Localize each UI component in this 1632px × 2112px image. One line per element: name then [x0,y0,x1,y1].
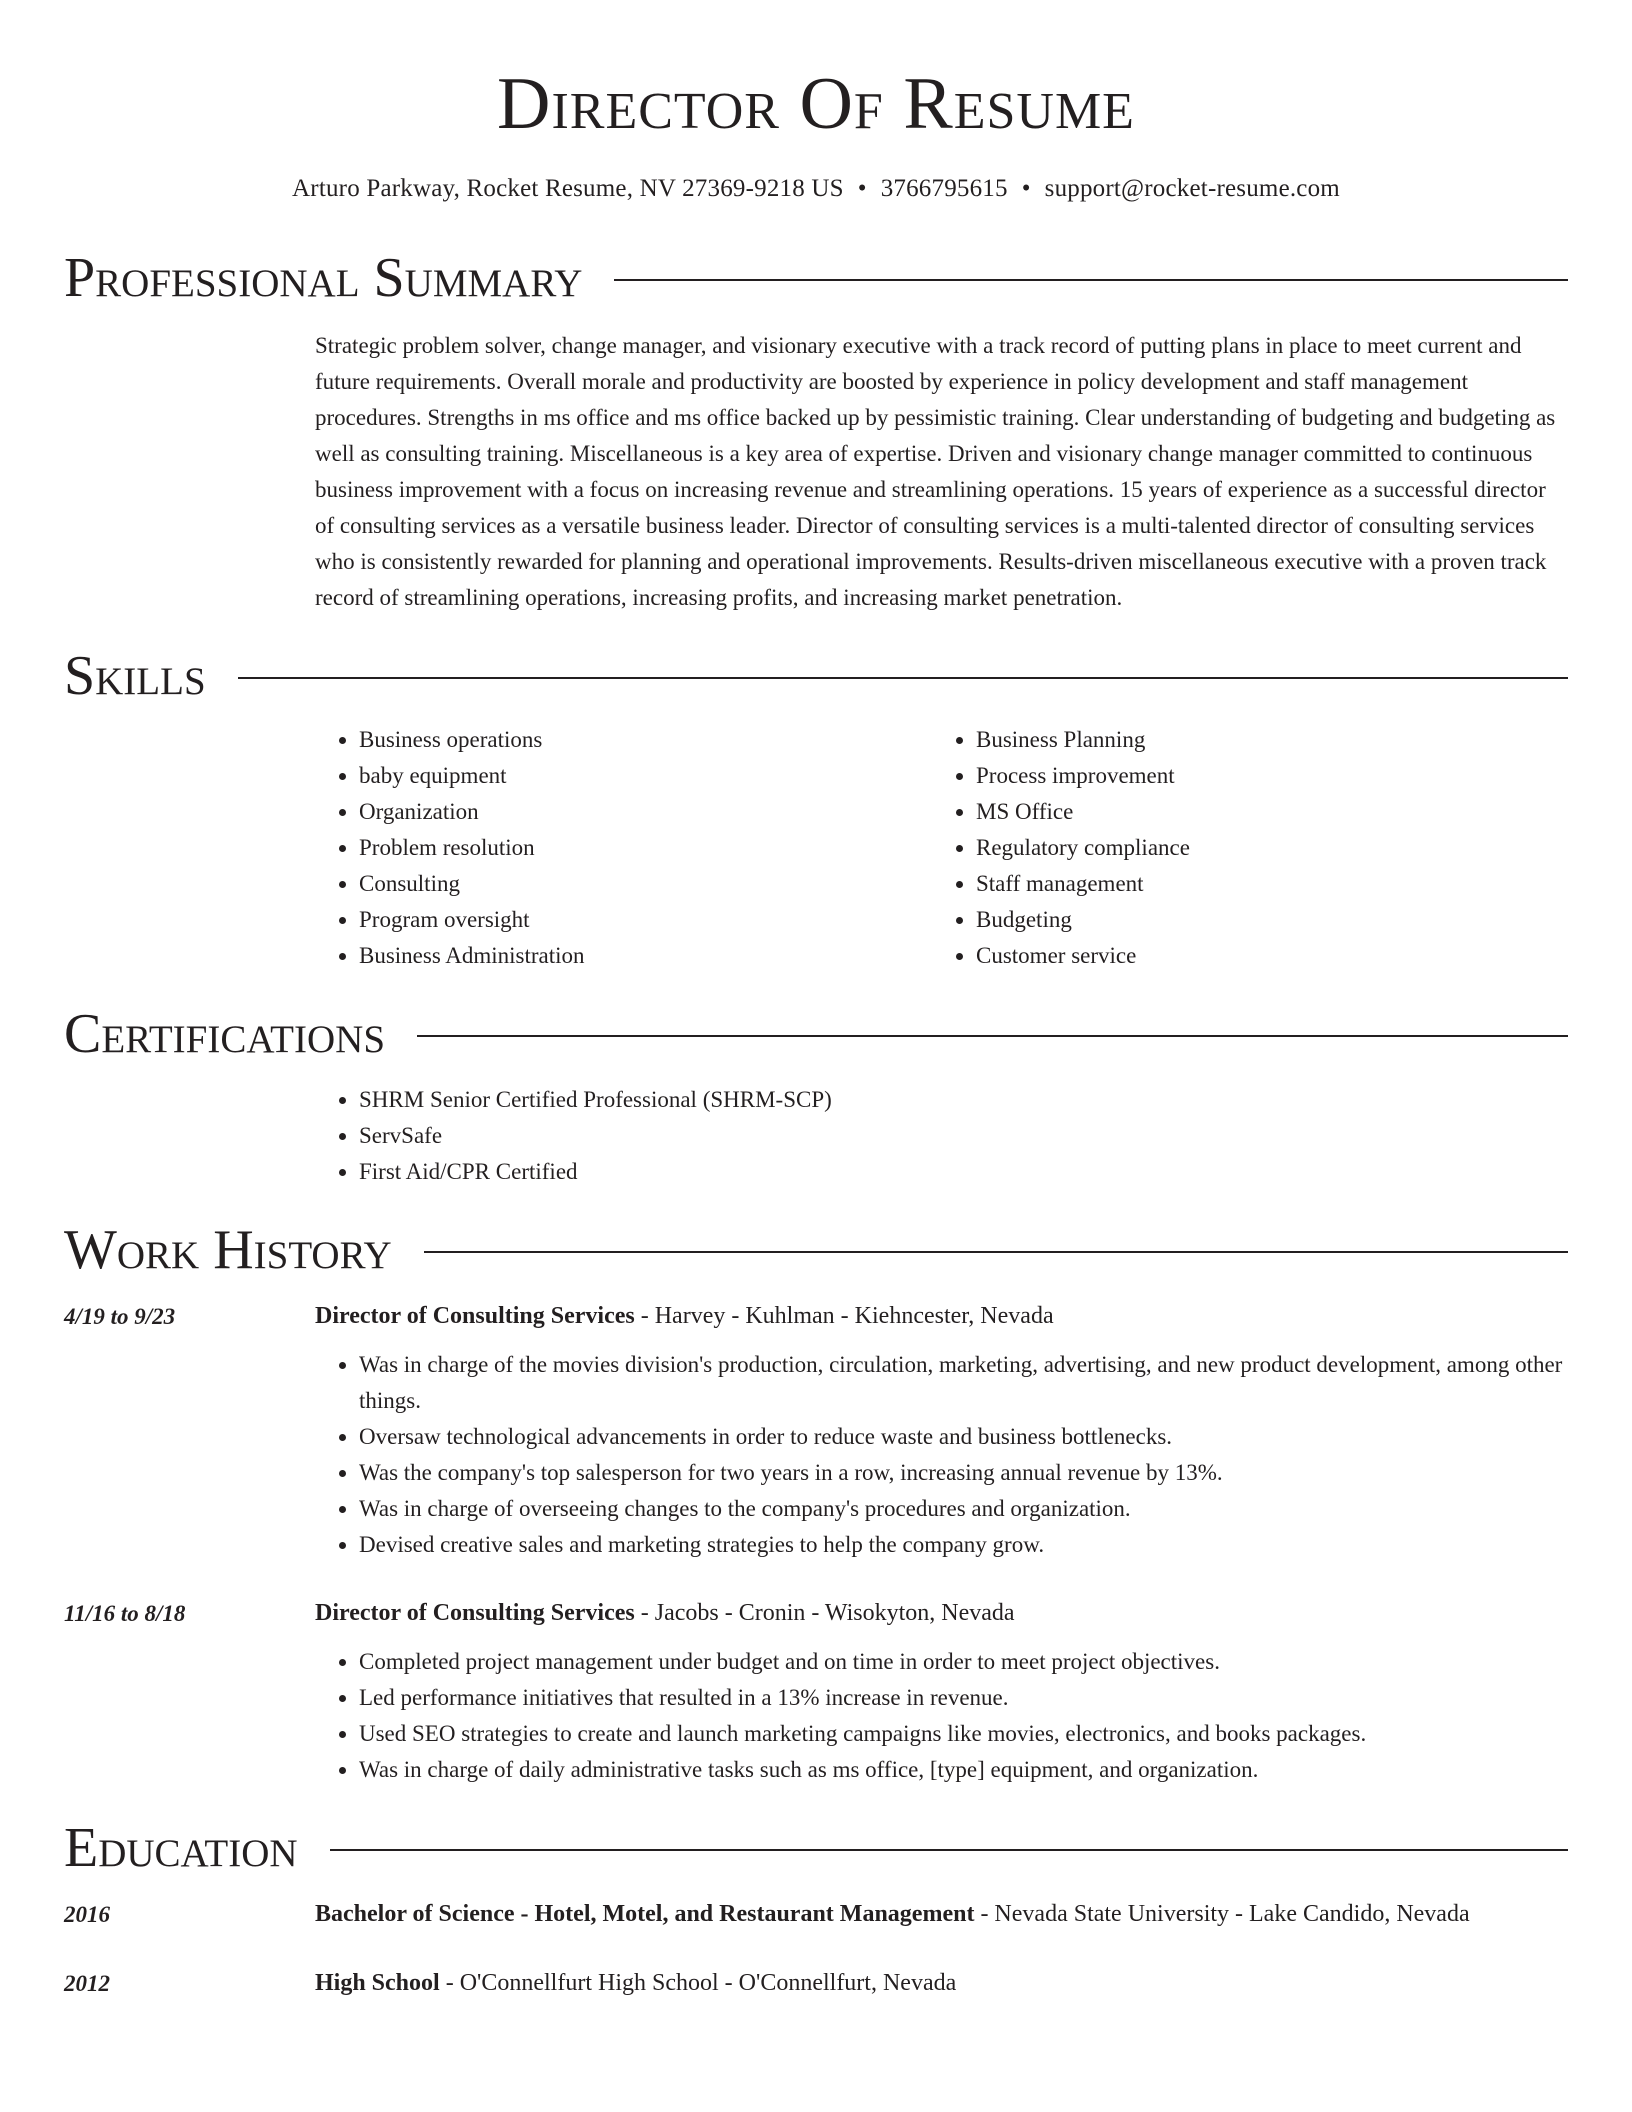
skill-item: • Budgeting [976,902,1549,938]
job-dates: 4/19 to 9/23 [64,1304,176,1329]
certifications-section [315,1082,1568,1190]
skills-section-header [64,645,1568,707]
contact-separator: • [1021,175,1031,202]
job-bullet: • Used SEO strategies to create and launch marketing campaigns like movies, electronics, and books packages. [359,1716,1568,1752]
job-body [315,1595,1568,1788]
job-bullet: • Devised creative sales and marketing strategies to help the company grow. [359,1527,1568,1563]
job-bullet: • Led performance initiatives that resulted in a 13% increase in revenue. [359,1680,1568,1716]
skills-column-left [315,722,932,974]
skill-item: • Business operations [359,722,932,758]
skill-item: • Problem resolution [359,830,932,866]
summary-heading: Professional Summary [64,247,583,309]
job-bullet: • Oversaw technological advancements in order to reduce waste and business bottlenecks. [359,1419,1568,1455]
contact-separator: • [857,175,867,202]
contact-phone: 3766795615 [880,175,1008,202]
skill-item: • Process improvement [976,758,1549,794]
job-title: Director of Consulting Services [315,1600,635,1626]
job-bullet: • Was in charge of the movies division's production, circulation, marketing, advertising, and new product development, among other things. [359,1347,1568,1419]
job-bullet: • Was in charge of overseeing changes to the company's procedures and organization. [359,1491,1568,1527]
skill-item: • Program oversight [359,902,932,938]
education-entry [64,1896,1568,1933]
job-bullet: • Was the company's top salesperson for two years in a row, increasing annual revenue by 13%. [359,1455,1568,1491]
skill-item: • Business Planning [976,722,1549,758]
summary-section-header [64,247,1568,309]
work-heading: Work History [64,1219,392,1281]
section-rule [614,279,1568,281]
skill-item: • Business Administration [359,938,932,974]
education-school-location: - O'Connellfurt High School - O'Connellfurt, Nevada [439,1970,957,1996]
certifications-heading: Certifications [64,1003,386,1065]
education-body [315,1896,1568,1933]
education-heading: Education [64,1817,298,1879]
certification-item: • ServSafe [359,1118,1568,1154]
education-degree: Bachelor of Science - Hotel, Motel, and Restaurant Management [315,1901,975,1927]
skills-column-right [932,722,1549,974]
contact-address: Arturo Parkway, Rocket Resume, NV 27369-9218 US [292,175,844,202]
education-entry [64,1965,1568,2002]
contact-line [64,174,1568,204]
job-title: Director of Consulting Services [315,1303,635,1329]
certification-item: • First Aid/CPR Certified [359,1154,1568,1190]
work-section-header [64,1219,1568,1281]
summary-text: Strategic problem solver, change manager, and visionary executive with a track record of putting plans in place to meet current and future requirements. Overall morale and productivity are boosted by experience in policy development and staff management procedures. Strengths in ms office and ms office backed up by pessimistic training. Clear understanding of budgeting and budgeting as well as consulting training. Miscellaneous is a key area of expertise. Driven and visionary change manager committed to continuous business improvement with a focus on increasing revenue and streamlining operations. 15 years of experience as a successful director of consulting services as a versatile business leader. Director of consulting services is a multi-talented director of consulting services who is consistently rewarded for planning and operational improvements. Results-driven miscellaneous executive with a proven track record of streamlining operations, increasing profits, and increasing market penetration. [315,333,1556,610]
education-degree: High School [315,1970,440,1996]
skill-item: • Regulatory compliance [976,830,1549,866]
skill-item: • baby equipment [359,758,932,794]
skill-item: • Organization [359,794,932,830]
section-rule [424,1251,1568,1253]
education-section-header [64,1817,1568,1879]
certifications-section-header [64,1003,1568,1065]
contact-email[interactable]: support@rocket-resume.com [1044,175,1340,202]
education-line [315,1965,1568,2002]
education-line [315,1896,1568,1933]
job-employer-location: - Harvey - Kuhlman - Kiehncester, Nevada [634,1303,1054,1329]
skill-item: • Consulting [359,866,932,902]
resume-page [64,0,1568,2002]
job-body [315,1298,1568,1563]
job-dates: 11/16 to 8/18 [64,1601,186,1626]
skills-heading: Skills [64,645,206,707]
summary-section [315,328,1568,616]
skills-grid [315,722,1568,974]
section-rule [330,1849,1568,1851]
job-entry [64,1298,1568,1563]
section-rule [417,1035,1568,1037]
skill-item: • MS Office [976,794,1549,830]
job-employer-location: - Jacobs - Cronin - Wisokyton, Nevada [634,1600,1015,1626]
job-bullet: • Completed project management under budget and on time in order to meet project objectives. [359,1644,1568,1680]
job-bullet: • Was in charge of daily administrative tasks such as ms office, [type] equipment, and organization. [359,1752,1568,1788]
education-body [315,1965,1568,2002]
certification-item: • SHRM Senior Certified Professional (SHRM-SCP) [359,1082,1568,1118]
education-school-location: - Nevada State University - Lake Candido, Nevada [974,1901,1470,1927]
skill-item: • Staff management [976,866,1549,902]
job-heading-line [315,1595,1568,1632]
job-entry [64,1595,1568,1788]
skill-item: • Customer service [976,938,1549,974]
education-year: 2012 [64,1971,110,1996]
section-rule [238,677,1568,679]
job-heading-line [315,1298,1568,1335]
education-year: 2016 [64,1902,110,1927]
resume-title: Director Of Resume [497,63,1135,145]
